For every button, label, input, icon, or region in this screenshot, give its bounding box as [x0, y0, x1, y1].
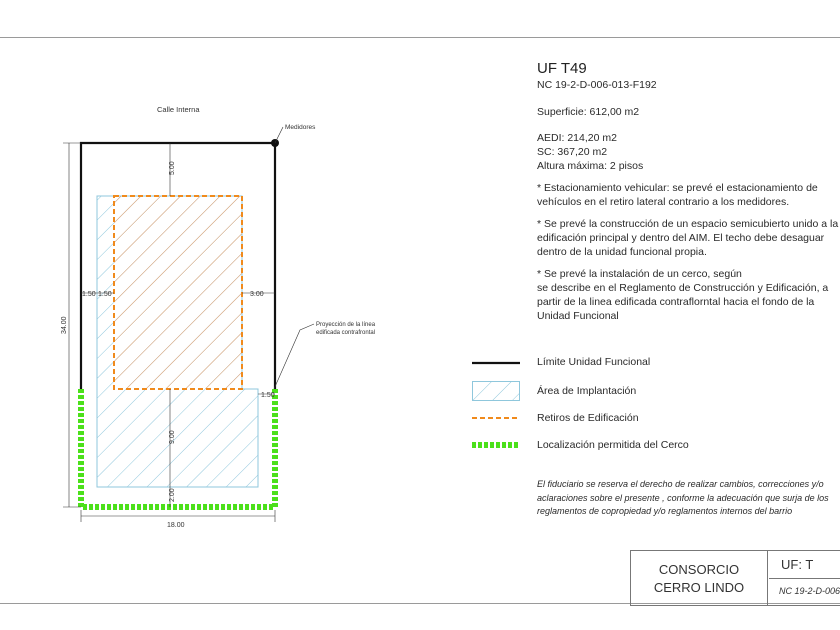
legend-label-setback: Retiros de Edificación [537, 412, 639, 424]
legend-label-implantation: Área de Implantación [537, 385, 637, 397]
dim-rear-fence: 2.00 [169, 488, 176, 502]
legend-swatch-setback [472, 408, 522, 428]
projection-label-1: Proyección de la línea [316, 322, 376, 328]
title-block [630, 550, 840, 606]
dim-left-outer: 1.50 [82, 291, 96, 298]
disclaimer-text: El fiduciario se reserva el derecho de realizar cambios, correcciones y/o aclaraciones sobre el presente , conforme la adecuación que surja de los reglamentos de copropiedad y/o reglamentos internos del barrio [537, 479, 829, 516]
legend-label-boundary: Límite Unidad Funcional [537, 356, 651, 368]
dim-rear-setback: 9.00 [169, 430, 176, 444]
sc: SC: 367,20 m2 [537, 146, 608, 158]
legend-swatch-implantation [472, 381, 522, 401]
superficie: Superficie: 612,00 m2 [537, 106, 640, 118]
meter-label: Medidores [285, 124, 316, 131]
note-fence-2: se describe en el Reglamento de Construcción y Edificación, a partir de la linea edificada contraflorntal hacia el fondo de la Unidad Funcional [537, 282, 829, 322]
dim-right-fence: 1.50 [261, 392, 275, 399]
building-setback-rect [114, 196, 242, 389]
note-parking: * Estacionamiento vehicular: se prevé el estacionamiento de vehículos en el retiro lateral contrario a los medidores. [537, 182, 818, 208]
dim-lot-depth: 34.00 [61, 316, 68, 334]
title-block-uf: UF: T [781, 557, 814, 572]
note-semicovered: * Se prevé la construcción de un espacio semicubierto unido a la edificación principal y dentro del AIM. El techo debe desaguar dentro de la unidad funcional propia. [537, 218, 839, 258]
dim-right-side: 3.00 [250, 291, 264, 298]
dim-lot-width: 18.00 [167, 522, 185, 529]
legend-swatch-boundary [472, 353, 522, 373]
nc-code: NC 19-2-D-006-013-F192 [537, 79, 657, 91]
projection-leader [274, 324, 314, 389]
aedi: AEDI: 214,20 m2 [537, 132, 617, 144]
uf-title: UF T49 [537, 60, 587, 77]
lot-plan [0, 0, 470, 560]
dim-front-setback: 5.00 [169, 161, 176, 175]
meter-leader [275, 127, 283, 143]
altura-maxima: Altura máxima: 2 pisos [537, 160, 644, 172]
projection-label-2: edificada contrafrontal [316, 330, 376, 336]
title-block-nc: NC 19-2-D-006 [769, 578, 840, 605]
legend-swatch-fence [472, 435, 522, 455]
lot-info-panel [537, 60, 840, 323]
dim-left-inner: 1.50 [98, 291, 112, 298]
company-name: CONSORCIO CERRO LINDO [631, 551, 768, 605]
note-fence-1: * Se prevé la instalación de un cerco, según [537, 268, 742, 280]
legend-label-fence: Localización permitida del Cerco [537, 439, 689, 451]
street-label: Calle Interna [157, 105, 200, 114]
